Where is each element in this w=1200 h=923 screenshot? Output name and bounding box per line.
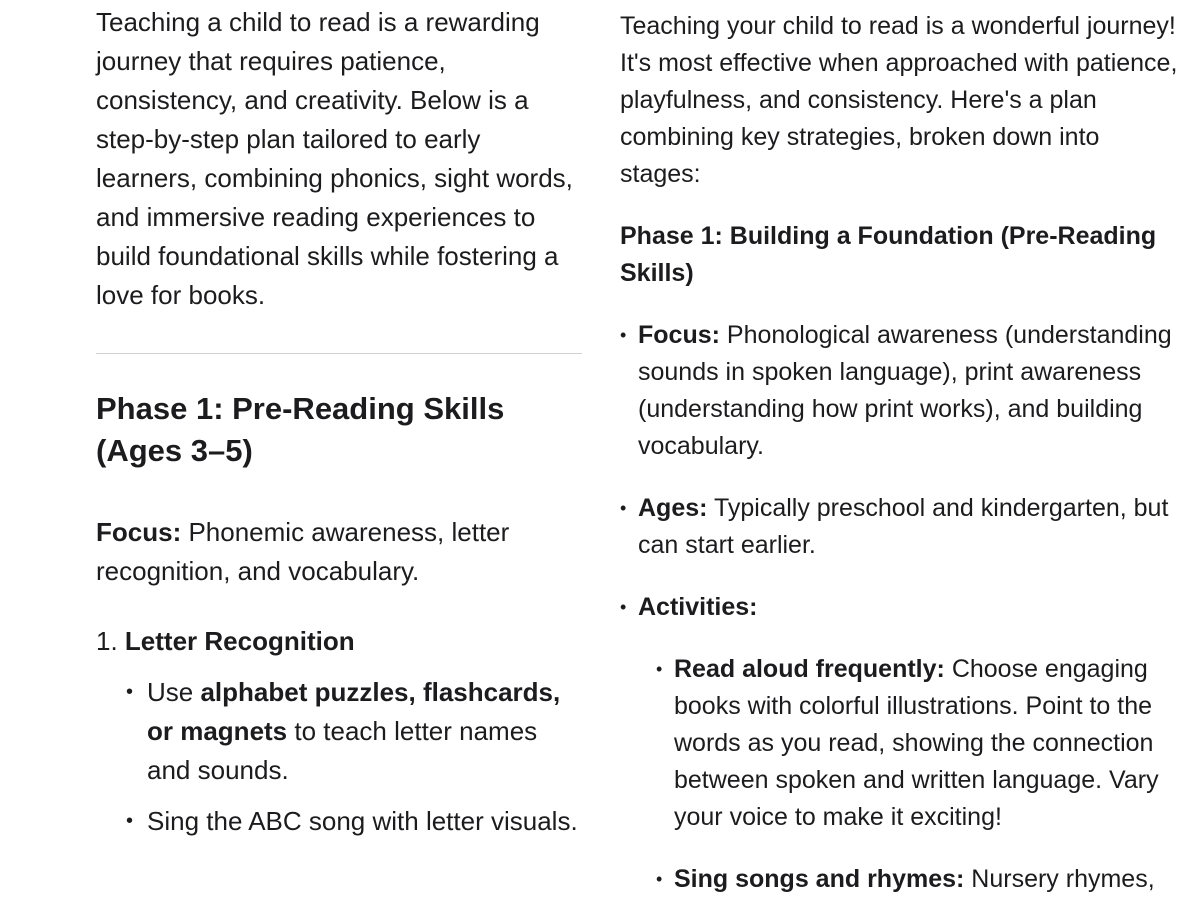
list-item [656, 861, 1180, 898]
list-item [147, 802, 582, 841]
list-item [147, 673, 582, 790]
item-text: Phonological awareness (understanding sounds in spoken language), print awareness (understanding how print works), and building vocabulary. [638, 321, 1172, 460]
right-response [620, 8, 1180, 923]
right-intro-paragraph: Teaching your child to read is a wonderful journey! It's most effective when approached with patience, playfulness, and consistency. Here's a plan combining key strategies, broken down into stages: [620, 12, 1178, 188]
item-label: Focus: [638, 321, 720, 349]
item-title: Letter Recognition [124, 626, 355, 656]
letter-recognition-list [96, 673, 582, 841]
list-item [620, 317, 1180, 465]
list-item [620, 490, 1180, 564]
focus-label: Focus: [96, 517, 182, 547]
bullet-text: Use [147, 677, 201, 707]
bullet-bold-text: alphabet puzzles, flashcards, or magnets [147, 677, 561, 746]
item-text: Typically preschool and kindergarten, but can start earlier. [638, 494, 1169, 559]
left-response [96, 3, 582, 853]
item-label: Read aloud frequently: [674, 655, 945, 683]
item-number: 1. [96, 626, 118, 656]
left-intro-paragraph: Teaching a child to read is a rewarding journey that requires patience, consistency, and creativity. Below is a step-by-step plan tailored to early learners, combining phonics, sight words, and immersive reading experiences to build foundational skills while fostering a love for books. [96, 7, 573, 310]
item-text: Choose engaging books with colorful illustrations. Point to the words as you read, showing the connection between spoken and written language. Vary your voice to make it exciting! [674, 655, 1159, 831]
activities-list [638, 651, 1180, 898]
right-phase-title: Phase 1: Building a Foundation (Pre-Reading Skills) [620, 222, 1157, 287]
section-divider [96, 353, 582, 354]
numbered-item [96, 622, 582, 661]
item-label: Ages: [638, 494, 708, 522]
bullet-text: Sing the ABC song with letter visuals. [147, 806, 578, 836]
item-label: Activities: [638, 593, 758, 621]
focus-text: Phonemic awareness, letter recognition, and vocabulary. [96, 517, 510, 586]
left-phase-title: Phase 1: Pre-Reading Skills (Ages 3–5) [96, 391, 505, 468]
item-label: Sing songs and rhymes: [674, 865, 965, 893]
bullet-text: to teach letter names and sounds. [147, 716, 538, 785]
phase-details-list [620, 317, 1180, 898]
item-text: Nursery rhymes, [964, 865, 1155, 893]
list-item [656, 651, 1180, 836]
list-item [620, 589, 1180, 898]
left-focus-paragraph [96, 513, 582, 591]
